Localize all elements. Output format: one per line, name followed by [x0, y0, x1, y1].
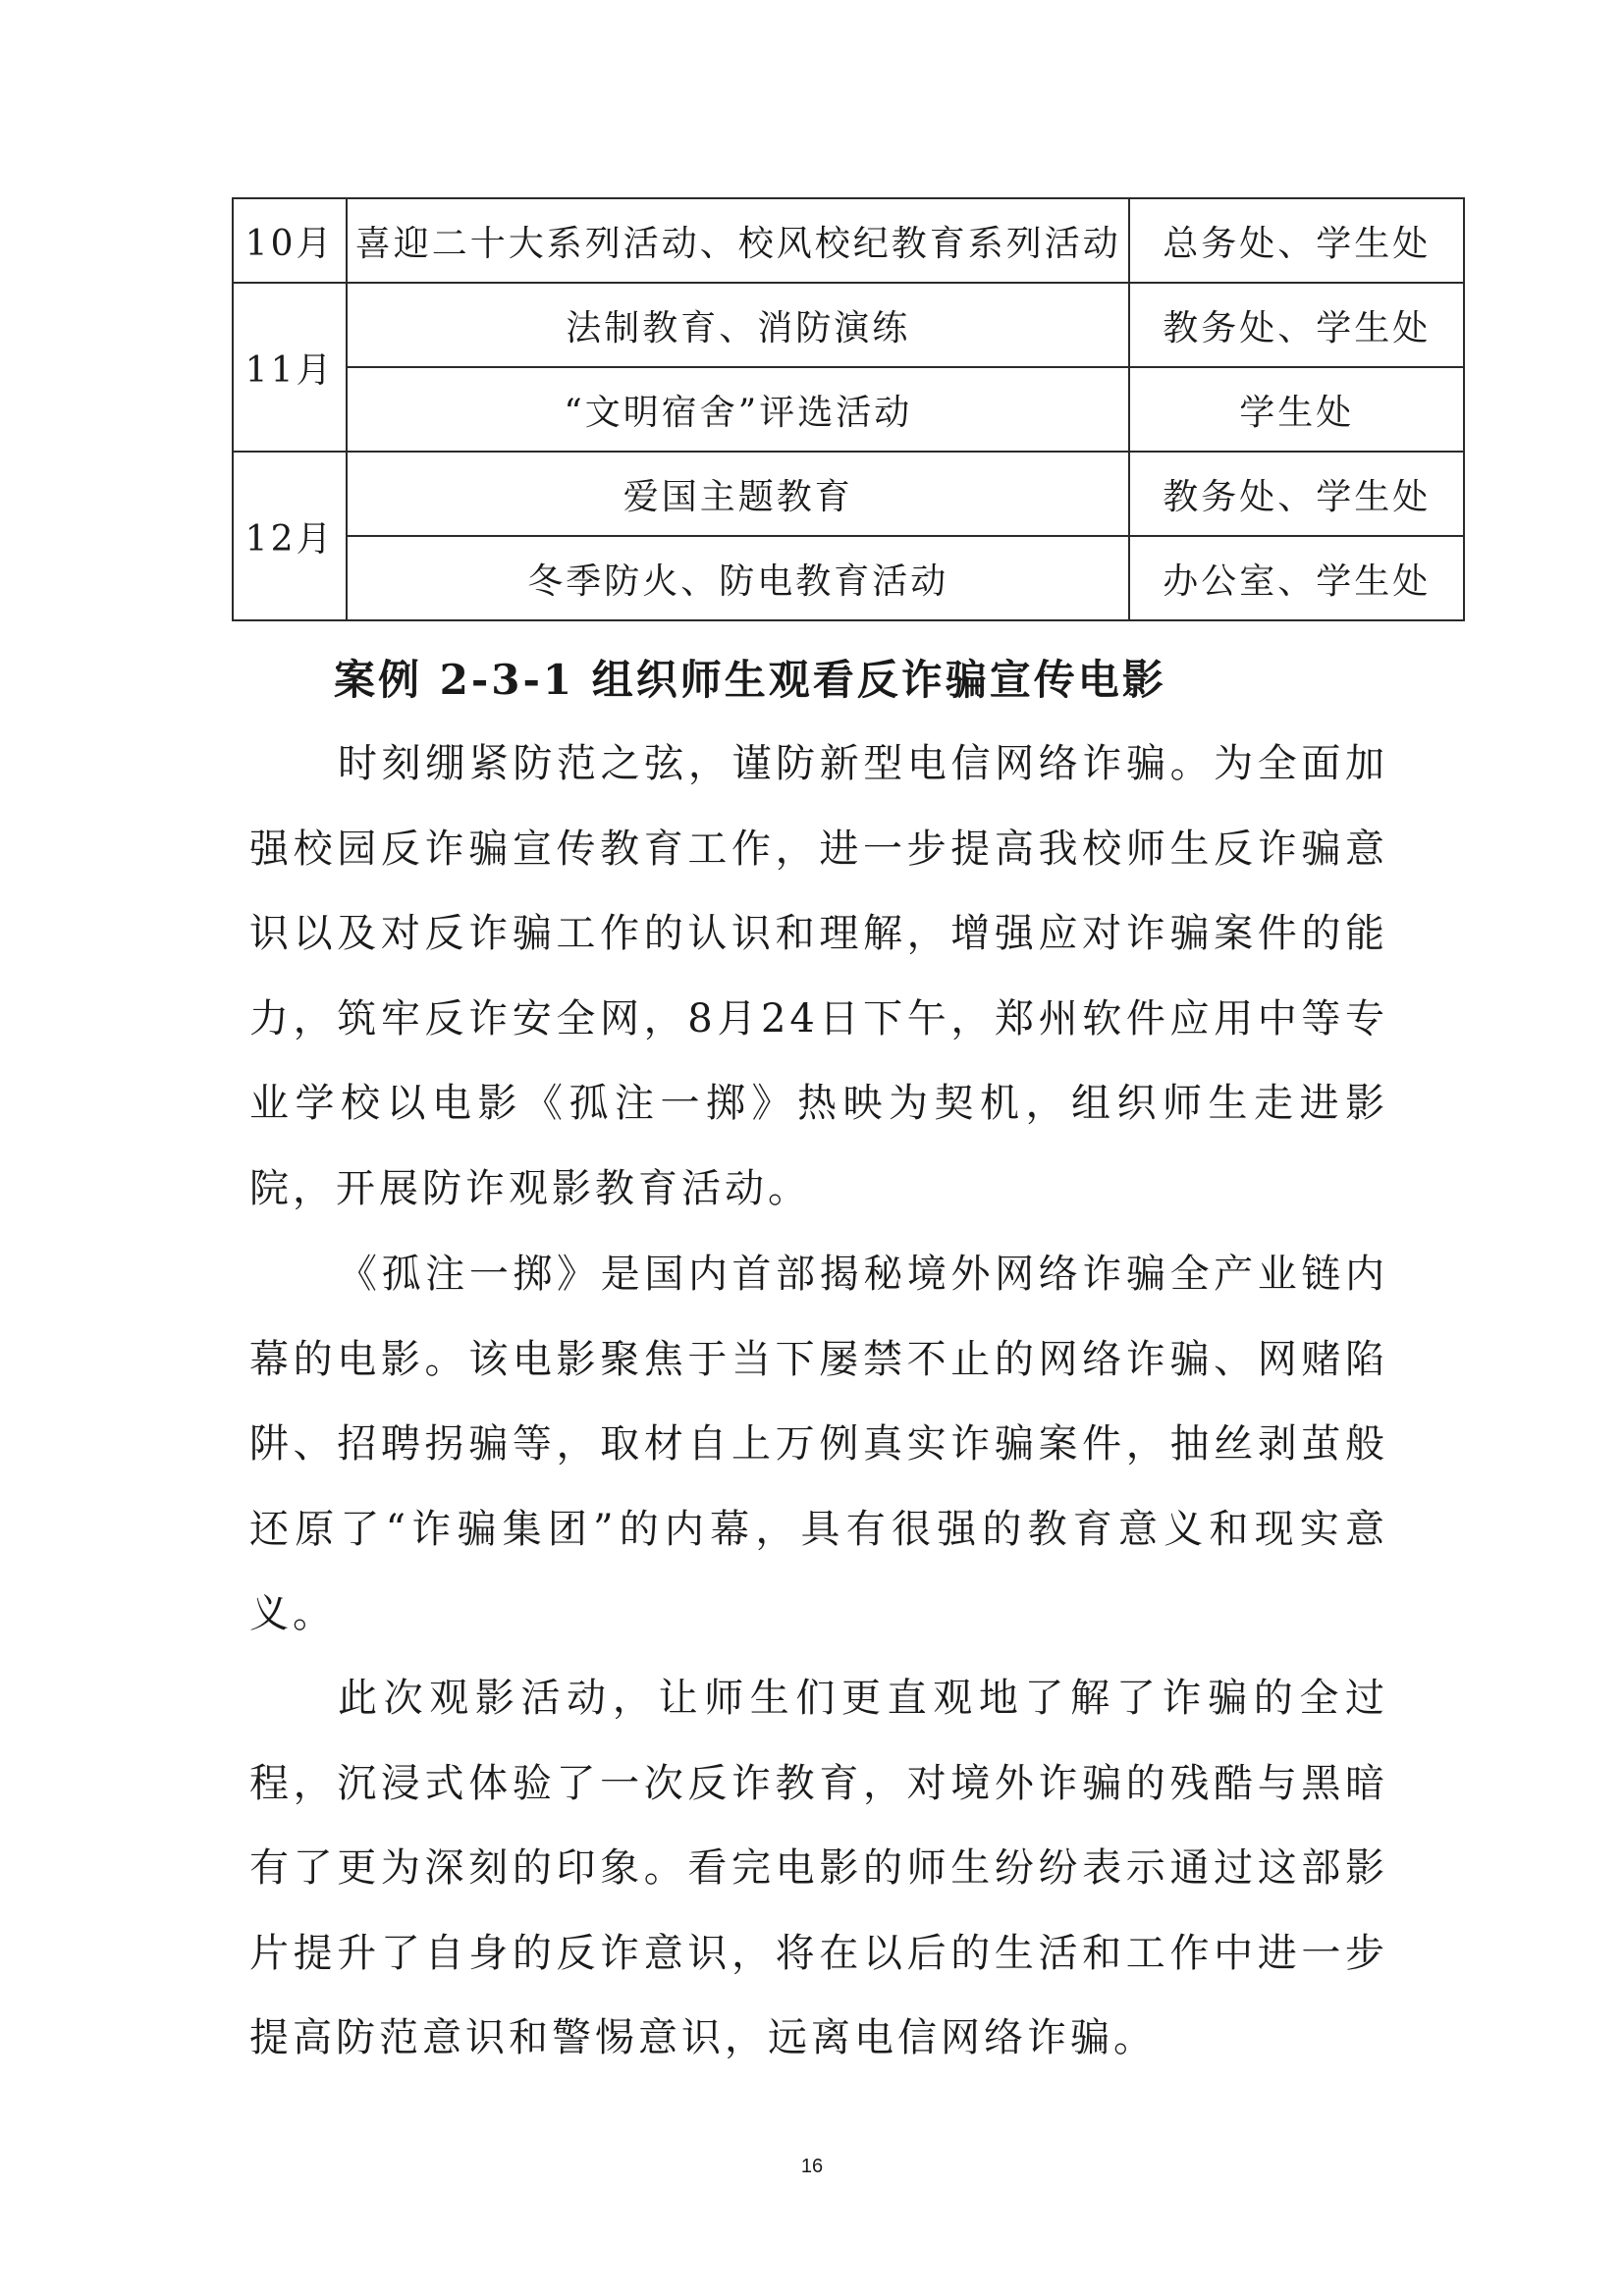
department-cell: 教务处、学生处 — [1129, 283, 1464, 367]
table-row — [233, 452, 1464, 536]
activity-cell: 爱国主题教育 — [347, 452, 1129, 536]
month-cell: 11月 — [233, 283, 347, 452]
body-paragraph: 时刻绷紧防范之弦，谨防新型电信网络诈骗。为全面加强校园反诈骗宣传教育工作，进一步提高我校师生反诈骗意识以及对反诈骗工作的认识和理解，增强应对诈骗案件的能力，筑牢反诈安全网，8月24日下午，郑州软件应用中等专业学校以电影《孤注一掷》热映为契机，组织师生走进影院，开展防诈观影教育活动。 — [249, 741, 1388, 1211]
table-row — [233, 283, 1464, 367]
month-cell: 10月 — [233, 198, 347, 283]
department-cell: 学生处 — [1129, 367, 1464, 452]
body-paragraph: 此次观影活动，让师生们更直观地了解了诈骗的全过程，沉浸式体验了一次反诈教育，对境外诈骗的残酷与黑暗有了更为深刻的印象。看完电影的师生纷纷表示通过这部影片提升了自身的反诈意识，将在以后的生活和工作中进一步提高防范意识和警惕意识，远离电信网络诈骗。 — [249, 1676, 1388, 2060]
activity-cell: 冬季防火、防电教育活动 — [347, 536, 1129, 620]
activity-cell: 喜迎二十大系列活动、校风校纪教育系列活动 — [347, 198, 1129, 283]
activity-cell: “文明宿舍”评选活动 — [347, 367, 1129, 452]
activity-schedule-table — [232, 197, 1465, 621]
table-row — [233, 198, 1464, 283]
activity-cell: 法制教育、消防演练 — [347, 283, 1129, 367]
month-cell: 12月 — [233, 452, 347, 620]
case-title: 案例 2-3-1 组织师生观看反诈骗宣传电影 — [334, 656, 1166, 704]
table-row — [233, 536, 1464, 620]
department-cell: 总务处、学生处 — [1129, 198, 1464, 283]
page-number: 16 — [800, 2156, 824, 2177]
table-row — [233, 367, 1464, 452]
department-cell: 办公室、学生处 — [1129, 536, 1464, 620]
department-cell: 教务处、学生处 — [1129, 452, 1464, 536]
body-paragraph: 《孤注一掷》是国内首部揭秘境外网络诈骗全产业链内幕的电影。该电影聚焦于当下屡禁不止的网络诈骗、网赌陷阱、招聘拐骗等，取材自上万例真实诈骗案件，抽丝剥茧般还原了“诈骗集团”的内幕，具有很强的教育意义和现实意义。 — [249, 1252, 1388, 1636]
